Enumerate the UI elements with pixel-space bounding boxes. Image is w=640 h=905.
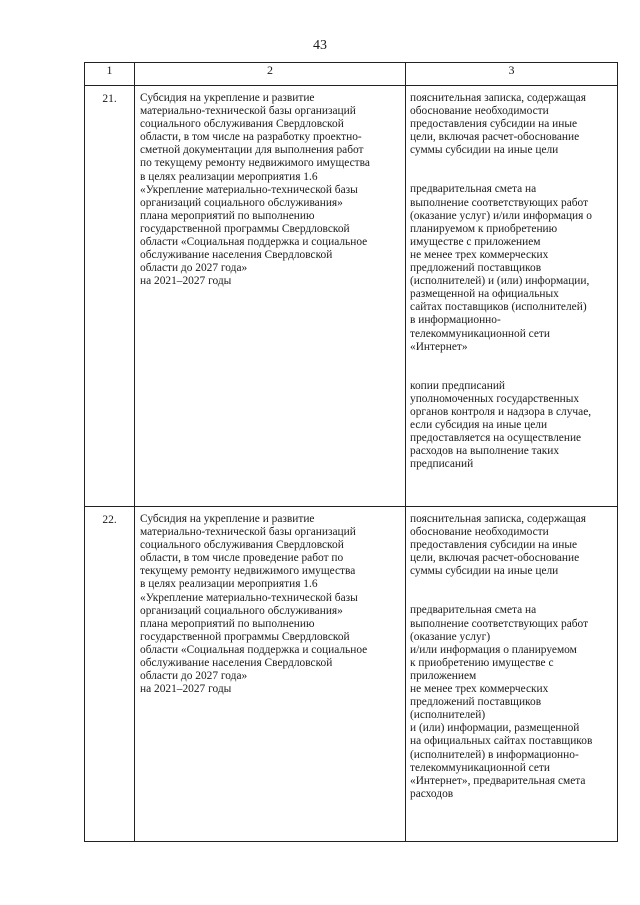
row-description-cell — [135, 507, 406, 842]
document-item: пояснительная записка, содержащая обоснование необходимости предоставления субсидии на иные цели, включая расчет-обоснование суммы субсидии на иные цели — [410, 513, 586, 578]
table-header-row — [85, 63, 618, 86]
row-documents-cell — [406, 86, 618, 507]
row-description: Субсидия на укрепление и развитие материально-технической базы организаций социального обслуживания Свердловской области, в том числе проведение работ по текущему ремонту недвижимого имущества в целях реализации мероприятия 1.6 «Укрепление материально-технической базы организаций социального обслуживания» плана мероприятий по выполнению государственной программы Свердловской области «Социальная поддержка и социальное обслуживание населения Свердловской области до 2027 года» на 2021–2027 годы — [140, 513, 368, 696]
header-col-1: 1 — [85, 63, 135, 86]
document-item: пояснительная записка, содержащая обоснование необходимости предоставления субсидии на иные цели, включая расчет-обоснование суммы субсидии на иные цели — [410, 92, 586, 157]
row-number: 21. — [85, 86, 135, 507]
row-documents-cell — [406, 507, 618, 842]
document-item: копии предписаний уполномоченных государственных органов контроля и надзора в случае, если субсидия на иные цели предоставляется на осуществление расходов на выполнение таких предписаний — [410, 379, 592, 471]
row-description: Субсидия на укрепление и развитие материально-технической базы организаций социального обслуживания Свердловской области, в том числе на разработку проектно- сметной документации для выполнения работ по текущему ремонту недвижимого имущества в целях реализации мероприятия 1.6 «Укрепление материально-технической базы организаций социального обслуживания» плана мероприятий по выполнению государственной программы Свердловской области «Социальная поддержка и социальное обслуживание населения Свердловской области до 2027 года» на 2021–2027 годы — [140, 92, 370, 288]
row-description-cell — [135, 86, 406, 507]
table-row — [85, 86, 618, 507]
row-number: 22. — [85, 507, 135, 842]
header-col-3: 3 — [406, 63, 618, 86]
page-number: 43 — [313, 38, 327, 53]
document-item: предварительная смета на выполнение соответствующих работ (оказание услуг) и/или информация о планируемом к приобретению имуществе с приложением не менее трех коммерческих предложений поставщиков (исполнителей) и (или) информации, размещенной на официальных сайтах поставщиков (исполнителей) в информационно- телекоммуникационной сети «Интернет», предварительная смета расходов — [410, 604, 593, 800]
document-item: предварительная смета на выполнение соответствующих работ (оказание услуг) и/или информация о планируемом к приобретению имуществе с приложением не менее трех коммерческих предложений поставщиков (исполнителей) и (или) информации, размещенной на официальных сайтах поставщиков (исполнителей) в информационно- телекоммуникационной сети «Интернет» — [410, 183, 592, 353]
header-col-2: 2 — [135, 63, 406, 86]
document-table — [84, 62, 618, 842]
table-row — [85, 507, 618, 842]
